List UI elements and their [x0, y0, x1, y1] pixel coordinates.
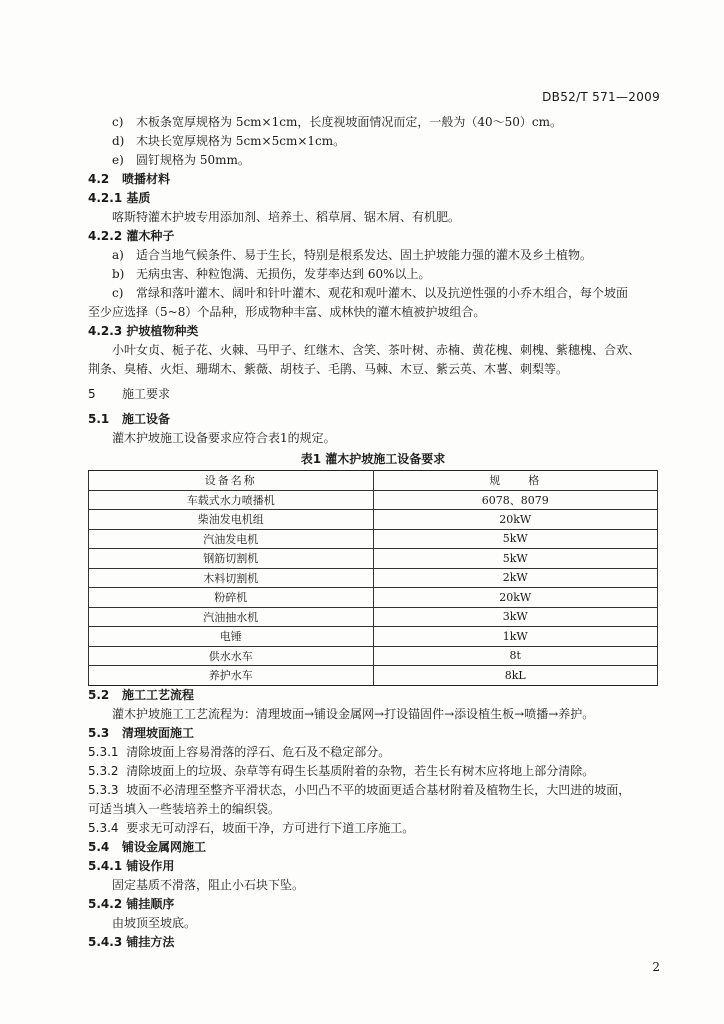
- table-row: [89, 607, 658, 627]
- list-item: b) 无病虫害、种粒饱满、无损伤，发芽率达到 60%以上。: [112, 267, 431, 281]
- paragraph: 由坡顶至坡底。: [112, 915, 197, 930]
- section-heading: 5.3 清理坡面施工: [88, 725, 195, 740]
- section-heading: 5.2 施工工艺流程: [88, 687, 195, 702]
- table-cell: 汽油抽水机: [89, 607, 374, 627]
- list-item: c) 木板条宽厚规格为 5cm×1cm，长度视坡面情况而定，一般为（40～50）cm。: [112, 115, 562, 129]
- section-heading: 5.1 施工设备: [88, 412, 171, 426]
- list-item: d) 木块长宽厚规格为 5cm×5cm×1cm。: [112, 134, 346, 148]
- table-cell: 20kW: [373, 588, 658, 608]
- equipment-table: [88, 470, 658, 686]
- table-row: [89, 490, 658, 510]
- list-item: c) 常绿和落叶灌木、阔叶和针叶灌木、观花和观叶灌木、以及抗逆性强的小乔木组合，每个坡面: [112, 286, 629, 300]
- table-cell: 供水水车: [89, 646, 374, 666]
- list-item: a) 适合当地气候条件、易于生长，特别是根系发达、固土护坡能力强的灌木及乡土植物。: [112, 248, 593, 262]
- table-header-row: [89, 471, 658, 491]
- clause: 5.3.3 坡面不必清理至整齐平滑状态，小凹凸不平的坡面更适合基材附着及植物生长，大凹进的坡面，: [88, 782, 631, 797]
- paragraph-continuation: 至少应选择（5~8）个品种，形成物种丰富、成林快的灌木植被护坡组合。: [88, 305, 486, 319]
- table-header-cell: 规 格: [373, 471, 658, 491]
- table-row: [89, 529, 658, 549]
- paragraph-continuation: 可适当填入一些装培养土的编织袋。: [88, 801, 281, 816]
- table-row: [89, 549, 658, 569]
- subsection-heading: 5.4.1 铺设作用: [88, 858, 175, 873]
- table-cell: 3kW: [373, 607, 658, 627]
- paragraph: 喀斯特灌木护坡专用添加剂、培养土、稻草屑、锯木屑、有机肥。: [112, 210, 461, 224]
- table-cell: 汽油发电机: [89, 529, 374, 549]
- table-row: [89, 588, 658, 608]
- clause: 5.3.4 要求无可动浮石，坡面干净，方可进行下道工序施工。: [88, 820, 415, 835]
- table-header-cell: 设备名称: [89, 471, 374, 491]
- page-content: [88, 113, 658, 952]
- table-title: 表1 灌木护坡施工设备要求: [300, 452, 446, 466]
- table-cell: 6078、8079: [373, 490, 658, 510]
- table-cell: 粉碎机: [89, 588, 374, 608]
- paragraph: 灌木护坡施工工艺流程为：清理坡面→铺设金属网→打设锚固件→添设植生板→喷播→养护。: [112, 706, 595, 721]
- paragraph-continuation: 荆条、臭椿、火炬、珊瑚木、紫薇、胡枝子、毛鹃、马棘、木豆、紫云英、木薯、刺梨等。: [88, 362, 569, 376]
- subsection-heading: 5.4.2 铺挂顺序: [88, 896, 175, 911]
- table-cell: 柴油发电机组: [89, 510, 374, 530]
- table-cell: 车载式水力喷播机: [89, 490, 374, 510]
- clause: 5.3.2 清除坡面上的垃圾、杂草等有碍生长基质附着的杂物，若生长有树木应将地上部分清除。: [88, 763, 595, 778]
- page-number: 2: [652, 960, 660, 974]
- subsection-heading: 4.2.3 护坡植物种类: [88, 324, 199, 338]
- table-cell: 5kW: [373, 549, 658, 569]
- clause: 5.3.1 清除坡面上容易滑落的浮石、危石及不稳定部分。: [88, 744, 391, 759]
- table-row: [89, 568, 658, 588]
- list-item: e) 圆钉规格为 50mm。: [112, 153, 250, 167]
- table-row: [89, 666, 658, 686]
- standard-code: DB52/T 571—2009: [542, 90, 660, 104]
- section-heading: 5.4 铺设金属网施工: [88, 839, 207, 854]
- table-cell: 1kW: [373, 627, 658, 647]
- table-row: [89, 646, 658, 666]
- subsection-heading: 4.2.1 基质: [88, 191, 151, 205]
- subsection-heading: 5.4.3 铺挂方法: [88, 934, 175, 949]
- table-cell: 8t: [373, 646, 658, 666]
- paragraph: 固定基质不滑落，阻止小石块下坠。: [112, 877, 305, 892]
- table-cell: 木料切割机: [89, 568, 374, 588]
- table-cell: 8kL: [373, 666, 658, 686]
- table-cell: 钢筋切割机: [89, 549, 374, 569]
- section-heading: 5 施工要求: [88, 387, 171, 401]
- table-cell: 20kW: [373, 510, 658, 530]
- section-heading: 4.2 喷播材料: [88, 172, 171, 186]
- table-cell: 电锤: [89, 627, 374, 647]
- table-cell: 养护水车: [89, 666, 374, 686]
- table-cell: 5kW: [373, 529, 658, 549]
- table-row: [89, 627, 658, 647]
- table-cell: 2kW: [373, 568, 658, 588]
- paragraph: 灌木护坡施工设备要求应符合表1的规定。: [112, 431, 336, 445]
- paragraph: 小叶女贞、栀子花、火棘、马甲子、红继木、含笑、茶叶树、赤楠、黄花槐、刺槐、紫穗槐、合欢、: [112, 343, 641, 357]
- subsection-heading: 4.2.2 灌木种子: [88, 229, 175, 243]
- table-row: [89, 510, 658, 530]
